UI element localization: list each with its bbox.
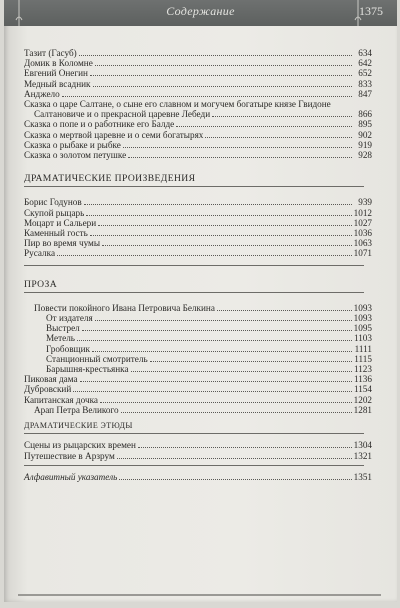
dot-leader [95,320,352,321]
section-rule [24,465,364,466]
toc-entry[interactable] [24,238,372,248]
dot-leader [57,255,352,256]
entry-title: Моцарт и Сальери [24,217,97,228]
toc-entry[interactable] [24,48,372,58]
toc-subentry[interactable] [24,344,372,354]
toc-entry[interactable] [24,208,372,218]
entry-title: Барышня-крестьянка [46,364,129,375]
entry-page: 1093 [353,302,372,313]
entry-page: 1012 [353,207,372,218]
entry-title: Сказка о мертвой царевне и о семи богатырях [24,129,204,140]
toc-entry[interactable] [24,395,372,405]
entry-title: Арап Петра Великого [34,404,119,415]
toc-entry[interactable] [24,374,372,384]
entry-title: Русалка [24,248,56,259]
table-of-contents [24,48,372,482]
section-heading-dramatic: ДРАМАТИЧЕСКИЕ ПРОИЗВЕДЕНИЯ [24,174,364,187]
entry-title: Сказка о попе и о работнике его Балде [24,119,175,130]
toc-entry[interactable] [24,218,372,228]
entry-page: 1351 [353,471,372,482]
entry-title: Дубровский [24,384,72,395]
toc-entry[interactable] [24,440,372,450]
dot-leader [92,351,352,352]
entry-title: Скупой рыцарь [24,207,85,218]
entry-title: Сказка о золотом петушке [24,150,127,161]
dot-leader [73,391,352,392]
toc-entry[interactable] [24,140,372,150]
toc-entry[interactable] [24,451,372,461]
dot-leader [123,147,352,148]
entry-page: 895 [358,119,372,130]
entry-title: Повести покойного Ивана Петровича Белкина [34,302,215,313]
section-heading-prose: ПРОЗА [24,280,364,293]
dot-leader [212,116,352,117]
toc-entry[interactable] [24,58,372,68]
dot-leader [138,447,352,448]
toc-entry[interactable] [24,79,372,89]
entry-page: 652 [358,68,372,79]
dot-leader [77,340,352,341]
toc-subentry[interactable] [24,364,372,374]
toc-entry[interactable] [24,68,372,78]
entry-page: 1103 [353,333,372,344]
toc-entry[interactable] [24,405,372,415]
entry-page: 1093 [353,313,372,324]
entry-page: 902 [358,129,372,140]
entry-page: 1321 [353,450,372,461]
entry-page: 1281 [353,404,372,415]
entry-title: От издателя [46,313,93,324]
entry-page: 1115 [354,353,372,364]
entry-page: 642 [358,58,372,69]
entry-title: Домик в Коломне [24,58,93,69]
entry-title: Выстрел [46,323,80,334]
entry-page: 1111 [354,343,372,354]
entry-title: Пиковая дама [24,374,78,385]
toc-entry[interactable] [24,150,372,160]
footer-rule [18,594,381,596]
entry-page: 1136 [353,374,372,385]
toc-subentry[interactable] [24,313,372,323]
entry-page: 1304 [353,440,372,451]
book-page [4,0,397,602]
entry-title: Сцены из рыцарских времен [24,440,136,451]
dot-leader [95,65,352,66]
dot-leader [80,381,352,382]
entry-title: Капитанская дочка [24,394,98,405]
dot-leader [131,371,352,372]
entry-page: 1063 [353,238,372,249]
dot-leader [150,361,352,362]
toc-entry[interactable] [24,228,372,238]
toc-entry[interactable] [24,130,372,140]
entry-page: 634 [358,48,372,58]
dot-leader [90,235,352,236]
entry-page: 939 [358,197,372,208]
toc-entry[interactable] [24,248,372,258]
dot-leader [128,157,352,158]
toc-entry-line2[interactable] [24,109,372,119]
entry-page: 833 [358,78,372,89]
toc-entry[interactable] [24,197,372,207]
dot-leader [121,412,352,413]
entry-page: 1036 [353,228,372,239]
entry-page: 928 [358,150,372,161]
entry-title: Путешествие в Арзрум [24,450,115,461]
dot-leader [176,126,352,127]
toc-entry-index[interactable] [24,472,372,482]
toc-subentry[interactable] [24,323,372,333]
entry-title: Алфавитный указатель [24,471,118,482]
dot-leader [100,402,352,403]
toc-subentry[interactable] [24,333,372,343]
dot-leader [84,204,352,205]
entry-title: Сказка о царе Салтане, о сыне его славном и могучем богатыре князе Гвидоне [24,99,331,110]
toc-entry[interactable] [24,89,372,99]
entry-page: 1202 [353,394,372,405]
entry-page: 847 [358,88,372,99]
entry-page: 1071 [353,248,372,259]
dot-leader [82,330,352,331]
entry-title: Борис Годунов [24,197,82,208]
dot-leader [117,458,352,459]
dot-leader [205,137,352,138]
toc-entry-line1[interactable] [24,99,372,109]
page-number: 1375 [359,4,383,18]
running-title: Содержание [166,4,235,18]
entry-title: Тазит (Гасуб) [24,48,77,58]
entry-title: Гробовщик [46,343,90,354]
section-heading-etudes: ДРАМАТИЧЕСКИЕ ЭТЮДЫ [24,421,364,434]
toc-entry[interactable] [24,119,372,129]
entry-page: 1154 [353,384,372,395]
entry-title: Евгений Онегин [24,68,88,79]
dot-leader [62,96,352,97]
entry-page: 1123 [353,364,372,375]
entry-title: Анджело [24,88,60,99]
dot-leader [102,245,352,246]
page-header [4,0,397,26]
dot-leader [98,225,351,226]
entry-title: Метель [46,333,75,344]
toc-entry[interactable] [24,303,372,313]
entry-title: Медный всадник [24,78,91,89]
dot-leader [86,215,351,216]
toc-subentry[interactable] [24,354,372,364]
entry-title-cont: Салтановиче и о прекрасной царевне Лебеди [34,109,211,120]
entry-title: Станционный смотритель [46,353,148,364]
section-rule [24,265,364,266]
entry-page: 919 [358,139,372,150]
dot-leader [217,310,352,311]
entry-page: 866 [358,109,372,120]
entry-title: Пир во время чумы [24,238,101,249]
dot-leader [93,86,352,87]
entry-page: 1095 [353,323,372,334]
entry-title: Каменный гость [24,228,88,239]
dot-leader [79,55,352,56]
entry-page: 1027 [353,217,372,228]
toc-entry[interactable] [24,384,372,394]
entry-title: Сказка о рыбаке и рыбке [24,139,121,150]
dot-leader [90,75,352,76]
dot-leader [119,479,351,480]
